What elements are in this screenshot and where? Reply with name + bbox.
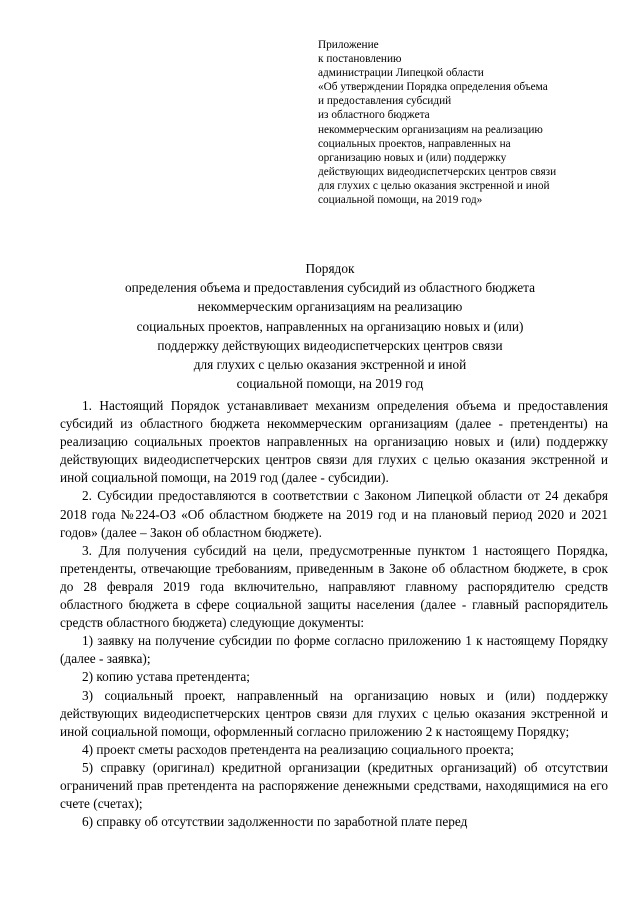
appendix-line: из областного бюджета [318,109,430,122]
appendix-line: Приложение [318,39,379,51]
title-line: социальных проектов, направленных на организацию новых и (или) [136,318,524,334]
title-line: определения объема и предоставления субсидий из областного бюджета [125,280,535,296]
title-line: поддержку действующих видеодиспетчерских центров связи [157,337,503,353]
paragraph-item-1: 1. Настоящий Порядок устанавливает механизм определения объема и предоставления субсидий из областного бюджета некоммерческим организациям (далее - претенденты) на реализацию социальных проектов направленных на организацию новых и (или) поддержку действующих видеодиспетчерских центров связи для глухих с целью оказания экстренной и иной социальной помощи, на 2019 год (далее - субсидии). [60,398,608,486]
appendix-line: к постановлению [318,53,402,66]
appendix-line: для глухих с целью оказания экстренной и иной [318,179,550,192]
subitem-6: 6) справку об отсутствии задолженности по заработной плате перед [82,814,468,830]
subitem-2: 2) копию устава претендента; [82,669,250,685]
document-body [60,397,608,831]
subitem-5: 5) справку (оригинал) кредитной организации (кредитных организаций) об отсутствии ограничений прав претендента на распоряжение денежными средствами, находящимися на его счете (счетах); [60,759,608,812]
appendix-line: и предоставления субсидий [318,95,452,108]
title-line: социальной помощи, на 2019 год [236,376,424,392]
subitem-4: 4) проект сметы расходов претендента на реализацию социального проекта; [82,741,514,757]
document-title [60,259,600,393]
title-line: для глухих с целью оказания экстренной и иной [193,357,467,373]
appendix-block [318,38,618,207]
title-line: Порядок [305,261,355,276]
appendix-line: социальных проектов, направленных на [318,137,511,150]
appendix-line: социальной помощи, на 2019 год» [318,194,483,207]
subitem-1: 1) заявку на получение субсидии по форме согласно приложению 1 к настоящему Порядку (далее - заявка); [60,633,608,667]
appendix-line: действующих видеодиспетчерских центров связи [318,165,557,178]
paragraph-item-3: 3. Для получения субсидий на цели, предусмотренные пунктом 1 настоящего Порядка, претенденты, отвечающие требованиям, приведенным в Законе об областном бюджете, в срок до 28 февраля 2019 года включительно, направляют главному распорядителю средств областного бюджета в сфере социальной защиты населения (далее - главный распорядитель средств областного бюджета) следующие документы: [60,542,608,631]
appendix-line: администрации Липецкой области [318,67,484,80]
appendix-line: некоммерческим организациям на реализацию [318,123,543,136]
paragraph-item-2: 2. Субсидии предоставляются в соответствии с Законом Липецкой области от 24 декабря 2018 года №224-ОЗ «Об областном бюджете на 2019 год и на плановый период 2020 и 2021 годов» (далее – Закон об областном бюджете). [60,488,608,540]
title-line: некоммерческим организациям на реализацию [197,299,463,315]
appendix-line: «Об утверждении Порядка определения объема [318,81,548,94]
subitem-3: 3) социальный проект, направленный на организацию новых и (или) поддержку действующих видеодиспетчерских центров связи для глухих с целью оказания экстренной и иной социальной помощи, оформленный согласно приложению 2 к настоящему Порядку; [60,687,608,739]
appendix-line: организацию новых и (или) поддержку [318,151,507,164]
